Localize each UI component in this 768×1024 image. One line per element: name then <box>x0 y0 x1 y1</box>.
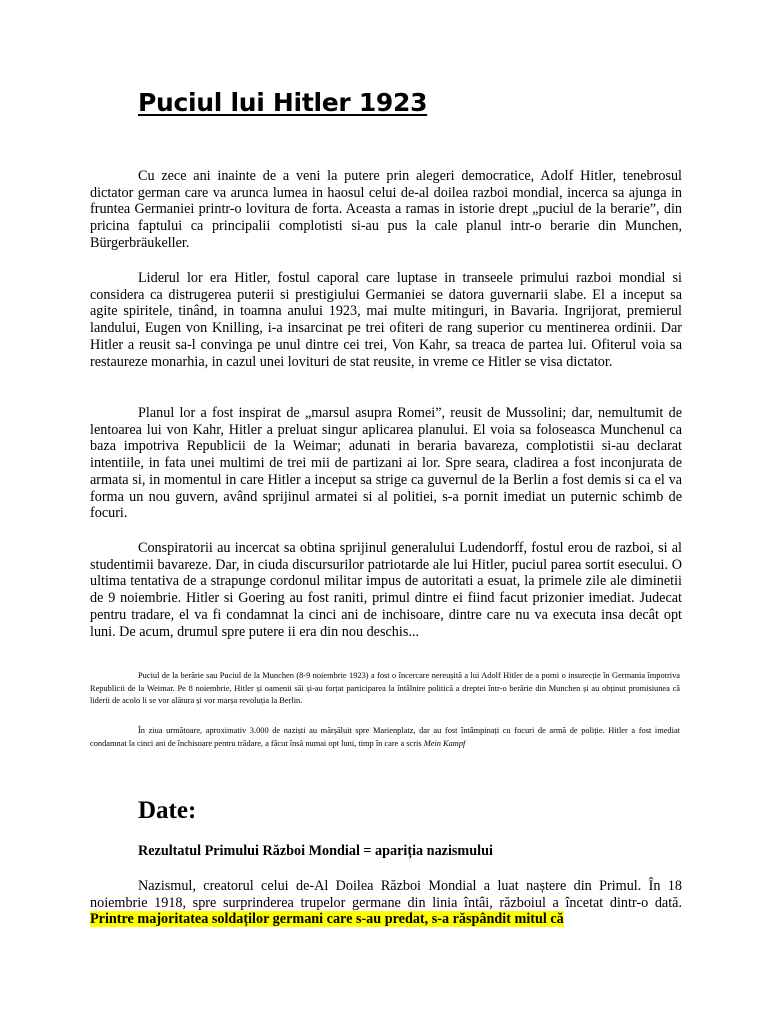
document-title: Puciul lui Hitler 1923 <box>138 88 428 117</box>
paragraph-4: Conspiratorii au incercat sa obtina sprijinul generalului Ludendorff, fostul erou de razboi, si al studentimii bavareze. Dar, in ciuda discursurilor patriotarde ale lui Hitler, puciul parea sortit esecului. O ultima tentativa de a strapunge cordonul militar impus de autoritati a esuat, la primele zile ale diminetii de 9 noiembrie. Hitler si Goering au fost raniti, primul dintre ei fiind facut prizonier imediat. Judecat pentru tradare, el va fi condamnat la cinci ani de inchisoare, dintre care nu va executa insa decât opt luni. De acum, drumul spre putere ii era din nou deschis... <box>90 540 682 640</box>
paragraph-3: Planul lor a fost inspirat de „marsul asupra Romei”, reusit de Mussolini; dar, nemultumit de lentoarea lui von Kahr, Hitler a preluat singur aplicarea planului. El voia sa foloseasca Munchenul ca baza impotriva Republicii de la Weimar; adunati in beraria bavareza, complotistii si-au declarat intentiile, in fata unei multimi de trei mii de partizani ai lor. Spre seara, cladirea a fost inconjurata de armata si, in momentul in care Hitler a inceput sa strige ca guvernul de la Berlin a fost demis si ca el va forma un nou guvern, având sprijinul armatei si al politiei, s-a pornit imediat un puternic schimb de focuri. <box>90 405 682 522</box>
highlighted-text: Printre majoritatea soldaților germani care s-au predat, s-a răspândit mitul că <box>90 911 564 928</box>
paragraph-1: Cu zece ani inainte de a veni la putere prin alegeri democratice, Adolf Hitler, tenebrosul dictator german care va arunca lumea in haosul celui de-al doilea razboi mondial, incerca sa ajunga in fruntea Germaniei printr-o lovitura de forta. Aceasta a ramas in istorie drept „puciul de la berarie”, din pricina faptului ca principalii complotisti si-au pus la cale planul intr-o berarie din Munchen, Bürgerbräukeller. <box>90 168 682 251</box>
footnote-2-text: În ziua următoare, aproximativ 3.000 de naziști au mărșăluit spre Marienplatz, dar au fost întâmpinați cu focuri de armă de poliție. Hitler a fost imediat condamnat la cinci ani de închisoare pentru trădare, a făcut însă numai opt luni, timp în care a scris <box>90 726 680 748</box>
paragraph-2: Liderul lor era Hitler, fostul caporal care luptase in transeele primului razboi mondial si considera ca distrugerea puterii si prestigiului Germaniei se datora guvernarii slabe. El a inceput sa agite spiritele, tinând, in toamna anului 1923, mai multe mitinguri, in Bavaria. Ingrijorat, premierul landului, Eugen von Knilling, i-a insarcinat pe trei ofiteri de rang superior cu mentinerea ordinii. Dar Hitler a reusit sa-l convinga pe unul dintre cei trei, Von Kahr, sa treaca de partea lui. Ofiterul voia sa restaureze monarhia, in cazul unei lovituri de stat reusite, in vreme ce Hitler se visa dictator. <box>90 270 682 370</box>
book-title: Mein Kampf <box>423 738 466 748</box>
subheading: Rezultatul Primului Război Mondial = apariția nazismului <box>138 843 493 859</box>
footnote-2 <box>90 725 680 750</box>
paragraph-5 <box>90 878 682 928</box>
paragraph-5-text: Nazismul, creatorul celui de-Al Doilea Război Mondial a luat naștere din Primul. În 18 noiembrie 1918, spre surprinderea trupelor germane din linia întâi, războiul a încetat dintr-o dată. <box>90 878 682 911</box>
date-heading: Date: <box>138 797 197 824</box>
footnote-1: Puciul de la berărie sau Puciul de la Munchen (8-9 noiembrie 1923) a fost o încercare nereușită a lui Adolf Hitler de a porni o insurecție în Germania împotriva Republicii de la Weimar. Pe 8 noiembrie, Hitler și oamenii săi și-au forțat participarea la întâlnire politică a dreptei într-o berărie din Munchen și au obținut promisiunea că liderii de acolo li se vor alătura și vor marșa revoluția la Berlin. <box>90 671 680 705</box>
